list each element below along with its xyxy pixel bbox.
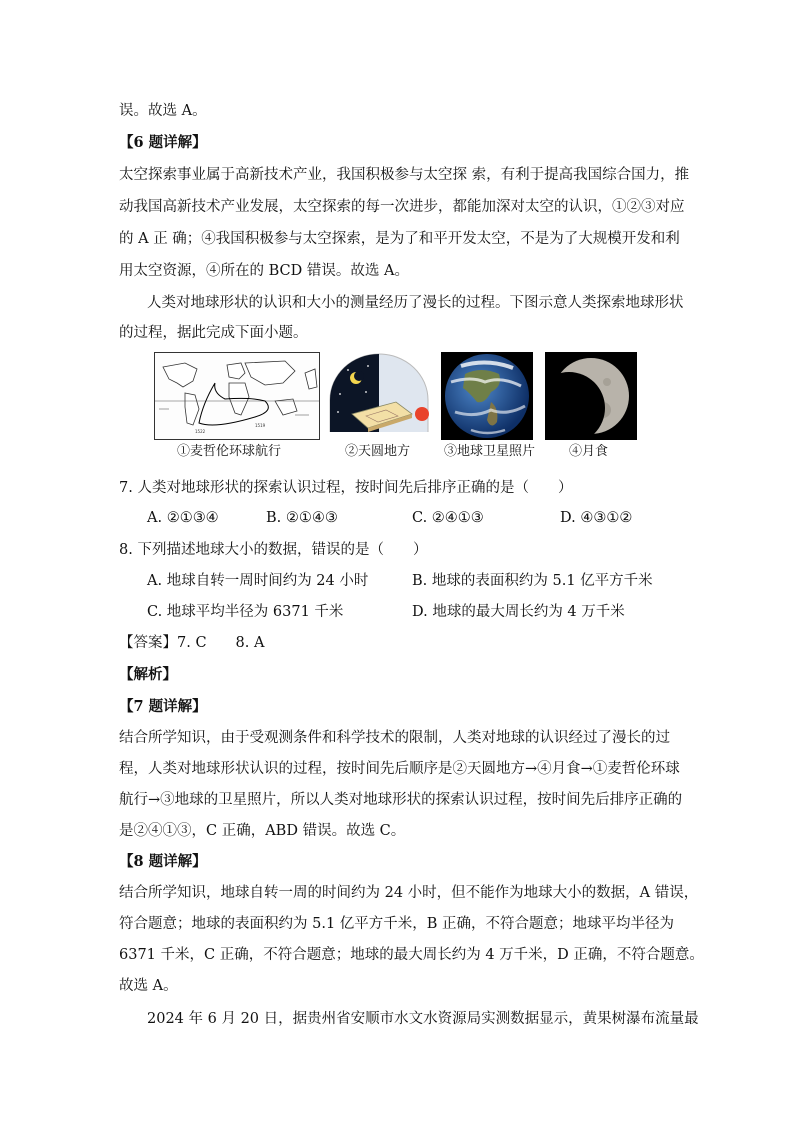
q7-option-d: D. ④③①②	[560, 510, 633, 526]
q6-heading: 【6 题详解】	[119, 134, 207, 151]
q7-detail-line: 航行→③地球的卫星照片，所以人类对地球形状的探索认识过程，按时间先后排序正确的	[119, 792, 683, 808]
q7-detail-heading: 【7 题详解】	[119, 698, 207, 715]
q8-detail-line: 6371 千米，C 正确，不符合题意；地球的最大周长约为 4 万千米，D 正确，不符合题意。	[119, 947, 704, 963]
q8-option-b: B. 地球的表面积约为 5.1 亿平方千米	[412, 573, 653, 589]
q6-line: 用太空资源，④所在的 BCD 错误。故选 A。	[119, 263, 409, 279]
q8-detail-line: 符合题意；地球的表面积约为 5.1 亿平方千米，B 正确，不符合题意；地球平均半径为	[119, 916, 675, 932]
q7-option-b: B. ②①④③	[266, 510, 338, 526]
q6-line: 的 A 正 确；④我国积极参与太空探索，是为了和平开发太空，不是为了大规模开发和利	[119, 231, 680, 247]
earth-globe-icon	[441, 352, 533, 440]
passage-line: 人类对地球形状的认识和大小的测量经历了漫长的过程。下图示意人类探索地球形状	[147, 295, 684, 311]
q7-detail-line: 结合所学知识，由于受观测条件和科学技术的限制，人类对地球的认识经过了漫长的过	[119, 730, 670, 746]
q8-option-d: D. 地球的最大周长约为 4 万千米	[412, 604, 625, 620]
q8-detail-line: 结合所学知识，地球自转一周的时间约为 24 小时，但不能作为地球大小的数据，A 错误，	[119, 885, 699, 901]
answer-line: 【答案】7. C 8. A	[119, 635, 265, 651]
intro-line: 误。故选 A。	[119, 103, 207, 119]
q8-option-c: C. 地球平均半径为 6371 千米	[147, 604, 344, 620]
svg-text:1522: 1522	[195, 429, 206, 434]
figure-caption: ③地球卫星照片	[444, 444, 536, 459]
q8-option-a: A. 地球自转一周时间约为 24 小时	[147, 573, 369, 589]
dome-sky-icon	[326, 352, 432, 438]
next-passage-line: 2024 年 6 月 20 日，据贵州省安顺市水文水资源局实测数据显示，黄果树瀑布流量最	[147, 1011, 699, 1027]
passage-line: 的过程，据此完成下面小题。	[119, 325, 308, 341]
q8-detail-line: 故选 A。	[119, 978, 178, 994]
q7-option-c: C. ②④①③	[412, 510, 484, 526]
q6-line: 太空探索事业属于高新技术产业，我国积极参与太空探 索，有利于提高我国综合国力，推	[119, 167, 690, 183]
q7-detail-line: 程，人类对地球形状认识的过程，按时间先后顺序是②天圆地方→④月食→①麦哲伦环球	[119, 761, 680, 777]
q6-line: 动我国高新技术产业发展，太空探索的每一次进步，都能加深对太空的认识，①②③对应	[119, 199, 685, 215]
q8-detail-heading: 【8 题详解】	[119, 853, 207, 870]
figure-caption: ④月食	[569, 444, 609, 459]
q7-detail-line: 是②④①③，C 正确，ABD 错误。故选 C。	[119, 823, 406, 839]
figure-caption: ②天圆地方	[345, 444, 411, 459]
moon-eclipse-icon	[545, 352, 637, 440]
figure-caption: ①麦哲伦环球航行	[177, 444, 282, 459]
world-map-icon	[154, 352, 320, 440]
q7-option-a: A. ②①③④	[147, 510, 219, 526]
q7-stem: 7. 人类对地球形状的探索认识过程，按时间先后排序正确的是（ ）	[119, 480, 573, 496]
q8-stem: 8. 下列描述地球大小的数据，错误的是（ ）	[119, 542, 428, 558]
analysis-heading: 【解析】	[119, 666, 177, 683]
svg-text:1519: 1519	[255, 423, 266, 428]
